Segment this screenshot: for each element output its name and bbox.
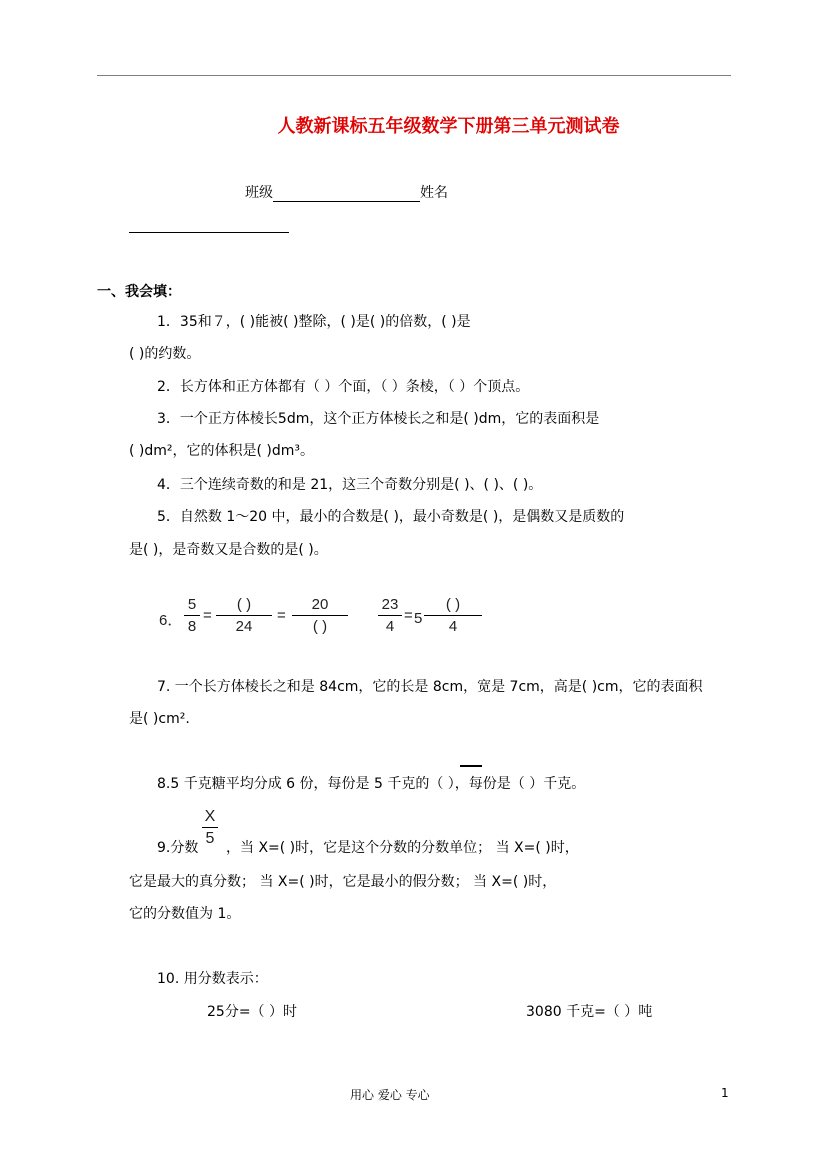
q9-numerator: X <box>204 808 216 825</box>
fraction-bar <box>216 615 272 616</box>
q6-f1-numerator: 5 <box>187 596 197 613</box>
q3-line2: ( )dm²，它的体积是( )dm³。 <box>129 443 315 459</box>
footer-motto: 用心 爱心 专心 <box>350 1088 430 1102</box>
q6-fraction-2 <box>216 596 272 636</box>
q1-line1: 1．35和７，( )能被( )整除，( )是( )的倍数，( )是 <box>157 314 471 330</box>
q9-line1-prefix: 9.分数 <box>157 840 199 856</box>
q4-line1: 4．三个连续奇数的和是 21，这三个奇数分别是( )、( )、( )。 <box>157 477 543 493</box>
q10-right: 3080 千克=（ ）吨 <box>526 1004 653 1020</box>
q10-left: 25分=（ ）时 <box>207 1004 297 1020</box>
page-title: 人教新课标五年级数学下册第三单元测试卷 <box>277 116 620 137</box>
section-heading: 一、我会填： <box>97 284 181 300</box>
fraction-bar <box>292 615 348 616</box>
q6-fraction-4 <box>378 596 402 636</box>
q5-line1: 5．自然数 1～20 中，最小的合数是( )，最小奇数是( )，是偶数又是质数的 <box>157 509 625 525</box>
q9-line2: 它是最大的真分数； 当 X=( )时，它是最小的假分数； 当 X=( )时， <box>129 874 557 890</box>
q9-fraction <box>202 808 218 848</box>
q7-line1: 7. 一个长方体棱长之和是 84cm，它的长是 8cm，宽是 7cm，高是( )cm，它的表面积 <box>157 679 703 695</box>
q6-f5-denominator: 4 <box>448 618 458 635</box>
q6-fraction-1 <box>184 596 200 636</box>
q9-line3: 它的分数值为 1。 <box>129 906 241 922</box>
q6-f3-denominator: ( ) <box>312 618 328 635</box>
q6-f5-numerator: ( ) <box>445 596 461 613</box>
q1-line2: ( )的约数。 <box>129 346 201 362</box>
name-label: 姓名 <box>420 185 448 201</box>
q9-denominator: 5 <box>205 830 215 847</box>
q2-line1: 2．长方体和正方体都有（ ）个面，（ ）条棱，（ ）个顶点。 <box>157 379 530 395</box>
q6-f4-denominator: 4 <box>385 618 395 635</box>
q10-line1: 10. 用分数表示： <box>157 971 268 987</box>
q9-line1: ，当 X=( )时，它是这个分数的分数单位； 当 X=( )时， <box>226 840 579 856</box>
q6-f2-numerator: ( ) <box>236 596 252 613</box>
header-rule <box>97 75 731 76</box>
q7-line2: 是( )cm². <box>129 711 190 727</box>
q6-equals-2: = <box>277 607 286 624</box>
q6-f2-denominator: 24 <box>235 618 253 635</box>
q6-f3-numerator: 20 <box>311 596 329 613</box>
class-blank-line <box>273 201 420 202</box>
q6-fraction-3 <box>292 596 348 636</box>
fraction-bar <box>202 827 218 828</box>
fraction-bar <box>424 615 482 616</box>
q6-f4-numerator: 23 <box>381 596 399 613</box>
class-label: 班级 <box>245 185 273 201</box>
q6-equals-1: = <box>203 607 212 624</box>
q6-number: 6． <box>159 612 183 629</box>
q6-f1-denominator: 8 <box>187 618 197 635</box>
q6-fraction-5 <box>424 596 482 636</box>
fraction-bar <box>184 615 200 616</box>
q5-line2: 是( )，是奇数又是合数的是( )。 <box>129 542 328 558</box>
q6-whole: 5 <box>414 610 423 627</box>
q8-line1: 8.5 千克糖平均分成 6 份，每份是 5 千克的（ ），每份是（ ）千克。 <box>157 776 586 792</box>
q8-fraction-bar <box>460 765 482 767</box>
q3-line1: 3．一个正方体棱长5dm，这个正方体棱长之和是( )dm，它的表面积是 <box>157 411 600 427</box>
page-number: 1 <box>721 1086 729 1100</box>
q6-equals-3: = <box>404 607 413 624</box>
fraction-bar <box>378 615 402 616</box>
name-blank-line <box>129 232 289 233</box>
